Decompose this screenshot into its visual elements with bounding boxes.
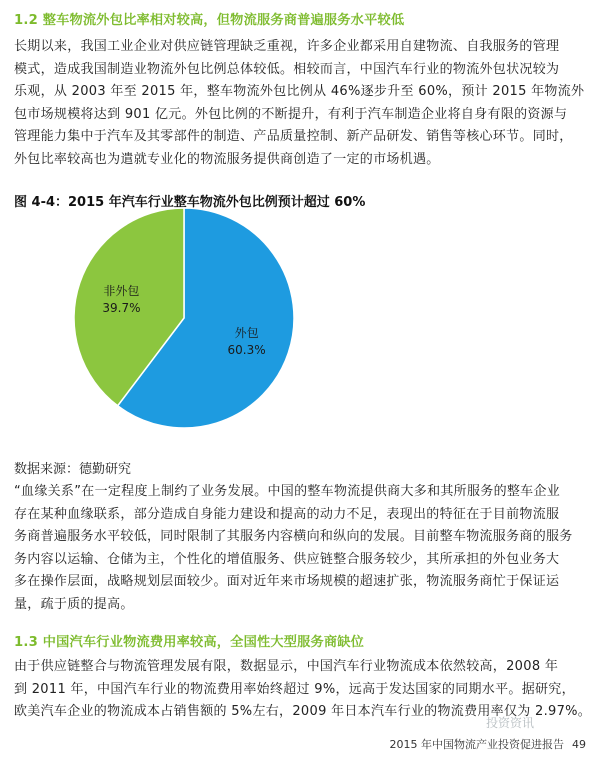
page-number: 49 <box>572 738 586 751</box>
pie-value-label: 60.3% <box>227 342 266 357</box>
pie-label: 非外包 <box>103 284 140 299</box>
paragraph-line: 务商普遍服务水平较低，同时限制了其服务内容横向和纵向的发展。目前整车物流服务商的服务 <box>14 529 573 545</box>
paragraph-line: 存在某种血缘联系，部分造成自身能力建设和提高的动力不足，表现出的特征在于目前物流服 <box>14 506 560 522</box>
paragraph-line: 乐观，从 2003 年至 2015 年，整车物流外包比例从 46%逐步升至 60%，预计 2015 年物流外 <box>14 84 585 100</box>
footer-title: 2015 年中国物流产业投资促进报告 <box>389 738 564 751</box>
paragraph-line: 管理能力集中于汽车及其零部件的制造、产品质量控制、新产品研发、销售等核心环节。同时， <box>14 129 573 145</box>
pie-chart <box>60 206 320 436</box>
pie-value-label: 39.7% <box>102 301 141 316</box>
paragraph-line: 包市场规模将达到 901 亿元。外包比例的不断提升，有利于汽车制造企业将自身有限的资源与 <box>14 106 568 122</box>
figure-title: 图 4-4：2015 年汽车行业整车物流外包比例预计超过 60% <box>14 195 366 210</box>
paragraph-line: 务内容以运输、仓储为主，个性化的增值服务、供应链整合服务较少，其所承担的外包业务大 <box>14 551 560 567</box>
pie-label: 外包 <box>234 325 259 340</box>
paragraph-line: “血缘关系”在一定程度上制约了业务发展。中国的整车物流提供商大多和其所服务的整车企业 <box>14 484 561 499</box>
paragraph-line: 外包比率较高也为遣就专业化的物流服务提供商创造了一定的市场机遇。 <box>14 151 440 167</box>
section-1-2-paragraph <box>14 36 586 172</box>
paragraph-line: 欧美汽车企业的物流成本占销售额的 5%左右，2009 年日本汽车行业的物流费用率仅为 2.97%。 <box>14 704 592 720</box>
paragraph-line: 到 2011 年，中国汽车行业的物流费用率始终超过 9%，远高于发达国家的同期水平。据研究， <box>14 681 575 697</box>
paragraph-line: 长期以来，我国工业企业对供应链管理缺乏重视，许多企业都采用自建物流、自我服务的管理 <box>14 39 560 54</box>
paragraph-line: 模式，造成我国制造业物流外包比例总体较低。相较而言，中国汽车行业的物流外包状况较为 <box>14 61 560 77</box>
watermark: 投资资讯 <box>486 716 535 730</box>
section-1-3-heading: 1.3 中国汽车行业物流费用率较高，全国性大型服务商缺位 <box>14 635 365 650</box>
paragraph-line: 多在操作层面，战略规划层面较少。面对近年来市场规模的超速扩张，物流服务商忙于保证运 <box>14 574 560 590</box>
paragraph-2 <box>14 481 586 617</box>
paragraph-line: 量，疏于质的提高。 <box>14 596 134 612</box>
paragraph-line: 由于供应链整合与物流管理发展有限，数据显示，中国汽车行业物流成本依然较高，2008 年 <box>14 659 559 674</box>
section-1-2-heading: 1.2 整车物流外包比率相对较高，但物流服务商普遍服务水平较低 <box>14 13 405 28</box>
data-source: 数据来源：德勤研究 <box>14 462 132 477</box>
page-footer <box>390 736 587 752</box>
